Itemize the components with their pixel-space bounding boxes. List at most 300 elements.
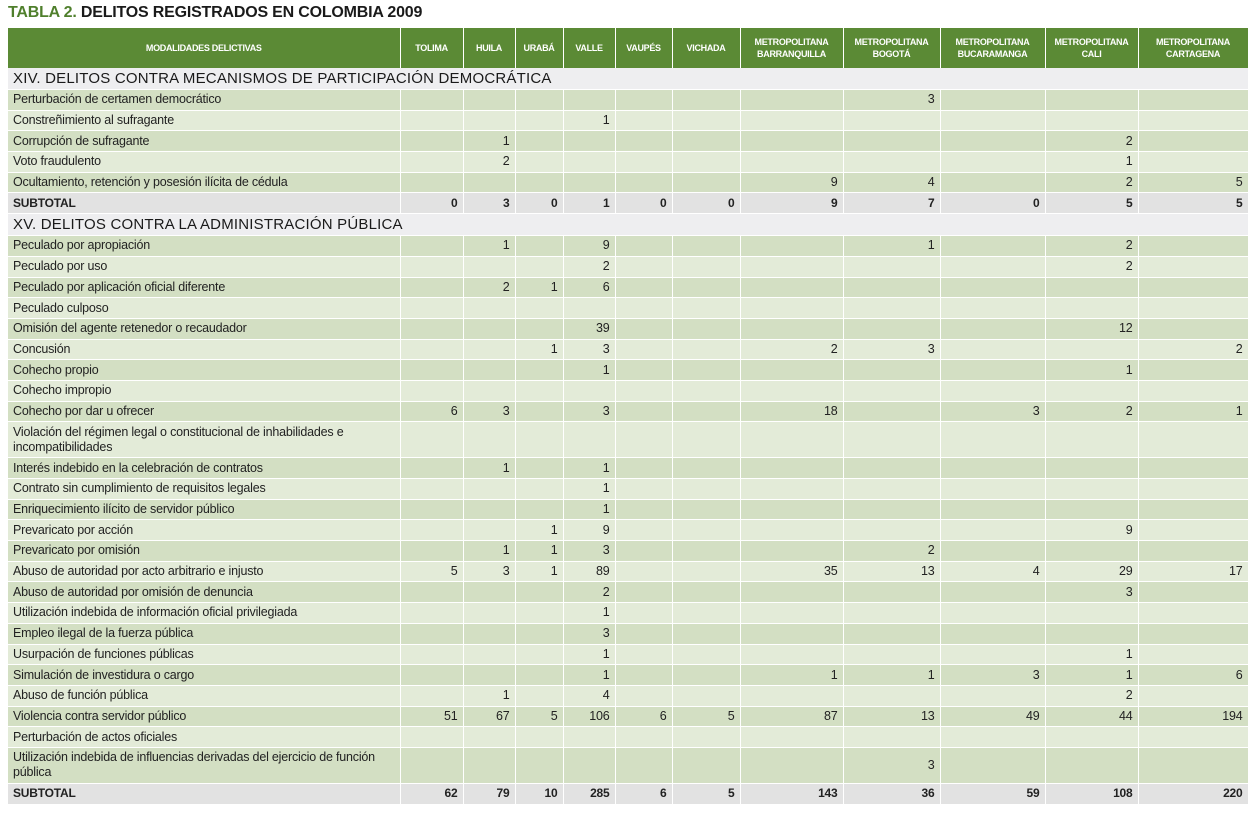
value-cell [843,479,940,500]
table-row [8,644,1248,665]
value-cell [400,152,463,173]
value-cell: 1 [1045,644,1138,665]
column-header: METROPOLITANA CARTAGENA [1138,28,1248,68]
value-cell: 3 [463,401,515,422]
subtotal-cell: 5 [672,783,740,804]
row-label: Peculado por uso [8,256,400,277]
value-cell [515,360,563,381]
table-row [8,360,1248,381]
value-cell [1138,360,1248,381]
value-cell [672,422,740,458]
value-cell: 3 [843,339,940,360]
value-cell [672,236,740,257]
value-cell [672,582,740,603]
value-cell [672,623,740,644]
value-cell [672,318,740,339]
value-cell [463,360,515,381]
table-row [8,298,1248,319]
value-cell: 3 [843,747,940,783]
value-cell [843,422,940,458]
value-cell [463,603,515,624]
row-label: Omisión del agente retenedor o recaudador [8,318,400,339]
table-row [8,131,1248,152]
value-cell [1045,339,1138,360]
value-cell: 44 [1045,706,1138,727]
table-row [8,747,1248,783]
value-cell [843,582,940,603]
value-cell [740,520,843,541]
row-label: Usurpación de funciones públicas [8,644,400,665]
value-cell: 3 [563,401,615,422]
value-cell [940,499,1045,520]
row-label: Corrupción de sufragante [8,131,400,152]
value-cell [515,623,563,644]
value-cell: 9 [1045,520,1138,541]
value-cell [940,685,1045,706]
value-cell: 1 [463,685,515,706]
value-cell: 67 [463,706,515,727]
value-cell [740,623,843,644]
value-cell [400,685,463,706]
value-cell [463,90,515,111]
column-header: VICHADA [672,28,740,68]
value-cell: 5 [1138,172,1248,193]
value-cell [740,422,843,458]
row-label: Utilización indebida de influencias derivadas del ejercicio de función pública [8,747,400,783]
value-cell [940,603,1045,624]
value-cell [940,172,1045,193]
value-cell [672,747,740,783]
value-cell [740,685,843,706]
value-cell [672,131,740,152]
value-cell [615,298,672,319]
value-cell [1138,520,1248,541]
value-cell: 1 [463,131,515,152]
value-cell [400,644,463,665]
value-cell: 3 [563,541,615,562]
table-row [8,90,1248,111]
subtotal-cell: 108 [1045,783,1138,804]
value-cell: 1 [563,360,615,381]
value-cell [672,479,740,500]
value-cell [843,458,940,479]
value-cell: 3 [463,561,515,582]
subtotal-cell: 36 [843,783,940,804]
value-cell: 6 [400,401,463,422]
value-cell [843,110,940,131]
value-cell: 1 [463,458,515,479]
value-cell [615,520,672,541]
value-cell [515,318,563,339]
value-cell: 2 [563,582,615,603]
value-cell [843,644,940,665]
value-cell [400,318,463,339]
value-cell [843,318,940,339]
value-cell [615,685,672,706]
table-row [8,110,1248,131]
value-cell [740,277,843,298]
value-cell [400,499,463,520]
value-cell [463,665,515,686]
value-cell [463,747,515,783]
value-cell [400,479,463,500]
value-cell [1138,277,1248,298]
value-cell [515,401,563,422]
value-cell: 35 [740,561,843,582]
value-cell [940,520,1045,541]
column-header: TOLIMA [400,28,463,68]
table-row [8,152,1248,173]
value-cell [615,90,672,111]
value-cell: 39 [563,318,615,339]
value-cell: 1 [563,603,615,624]
value-cell [563,90,615,111]
row-label: Peculado por aplicación oficial diferente [8,277,400,298]
row-label: Peculado por apropiación [8,236,400,257]
value-cell [1138,131,1248,152]
value-cell [615,152,672,173]
subtotal-cell: 3 [463,193,515,214]
value-cell [400,277,463,298]
value-cell: 2 [1045,131,1138,152]
value-cell [515,172,563,193]
value-cell: 9 [740,172,843,193]
value-cell [672,665,740,686]
table-row [8,458,1248,479]
table-row [8,499,1248,520]
table-row [8,623,1248,644]
value-cell [615,277,672,298]
value-cell [1045,727,1138,748]
value-cell [1138,603,1248,624]
value-cell [672,603,740,624]
value-cell [740,131,843,152]
value-cell: 2 [563,256,615,277]
row-label: Abuso de autoridad por omisión de denuncia [8,582,400,603]
value-cell [940,458,1045,479]
value-cell: 9 [563,236,615,257]
value-cell [615,747,672,783]
value-cell [400,623,463,644]
value-cell [615,499,672,520]
value-cell [615,623,672,644]
value-cell [400,458,463,479]
row-label: Ocultamiento, retención y posesión ilícita de cédula [8,172,400,193]
table-row [8,685,1248,706]
value-cell [615,236,672,257]
value-cell [672,90,740,111]
table-number: TABLA 2. [8,4,77,21]
value-cell [672,298,740,319]
value-cell [940,747,1045,783]
value-cell [940,582,1045,603]
value-cell [740,727,843,748]
table-row [8,582,1248,603]
value-cell: 2 [1045,401,1138,422]
value-cell [400,603,463,624]
row-label: Empleo ilegal de la fuerza pública [8,623,400,644]
value-cell [463,727,515,748]
table-row [8,256,1248,277]
subtotal-cell: 0 [672,193,740,214]
table-row [8,236,1248,257]
value-cell [1045,277,1138,298]
subtotal-cell: 0 [615,193,672,214]
value-cell [615,131,672,152]
value-cell [400,256,463,277]
row-label: Abuso de función pública [8,685,400,706]
row-label: Prevaricato por omisión [8,541,400,562]
value-cell [615,172,672,193]
value-cell: 1 [463,236,515,257]
value-cell [1045,90,1138,111]
value-cell [615,582,672,603]
subtotal-cell: 0 [940,193,1045,214]
crime-table [8,28,1249,805]
value-cell: 2 [463,152,515,173]
table-row [8,665,1248,686]
table-row [8,541,1248,562]
value-cell [940,110,1045,131]
row-label: Perturbación de actos oficiales [8,727,400,748]
value-cell [672,401,740,422]
value-cell [940,479,1045,500]
value-cell [940,90,1045,111]
value-cell: 1 [515,561,563,582]
value-cell [615,479,672,500]
value-cell [843,256,940,277]
value-cell [515,685,563,706]
row-label: Cohecho por dar u ofrecer [8,401,400,422]
subtotal-cell: 143 [740,783,843,804]
value-cell: 1 [563,479,615,500]
value-cell [1138,499,1248,520]
value-cell [463,256,515,277]
table-row [8,706,1248,727]
value-cell [1138,479,1248,500]
table-row [8,520,1248,541]
value-cell [1045,298,1138,319]
value-cell [672,110,740,131]
value-cell [400,236,463,257]
value-cell [400,298,463,319]
value-cell [515,422,563,458]
value-cell [615,318,672,339]
value-cell: 17 [1138,561,1248,582]
value-cell [740,499,843,520]
row-label: Peculado culposo [8,298,400,319]
subtotal-label: SUBTOTAL [8,783,400,804]
value-cell [1138,623,1248,644]
value-cell [672,339,740,360]
value-cell [740,380,843,401]
value-cell: 29 [1045,561,1138,582]
value-cell [615,401,672,422]
value-cell [672,172,740,193]
section-header [8,214,1248,236]
value-cell [515,727,563,748]
value-cell [843,152,940,173]
row-label: Simulación de investidura o cargo [8,665,400,686]
value-cell [940,360,1045,381]
value-cell [400,339,463,360]
value-cell [843,603,940,624]
value-cell [615,603,672,624]
value-cell [940,256,1045,277]
value-cell [615,561,672,582]
value-cell [615,541,672,562]
row-label: Cohecho impropio [8,380,400,401]
value-cell: 1 [515,339,563,360]
value-cell: 2 [740,339,843,360]
value-cell: 1 [563,499,615,520]
value-cell [672,360,740,381]
value-cell [843,380,940,401]
value-cell [672,727,740,748]
value-cell [843,401,940,422]
subtotal-cell: 1 [563,193,615,214]
table-row [8,422,1248,458]
value-cell [672,541,740,562]
subtotal-cell: 59 [940,783,1045,804]
table-row [8,380,1248,401]
value-cell [1138,582,1248,603]
value-cell [400,90,463,111]
value-cell [740,747,843,783]
value-cell: 12 [1045,318,1138,339]
column-header: URABÁ [515,28,563,68]
value-cell: 3 [843,90,940,111]
value-cell [1138,110,1248,131]
row-label: Violación del régimen legal o constitucional de inhabilidades e incompatibilidades [8,422,400,458]
table-row [8,277,1248,298]
value-cell [672,152,740,173]
value-cell [740,479,843,500]
value-cell [515,479,563,500]
value-cell [1138,747,1248,783]
value-cell: 4 [940,561,1045,582]
value-cell [463,318,515,339]
row-label: Violencia contra servidor público [8,706,400,727]
value-cell [740,298,843,319]
value-cell: 2 [1045,172,1138,193]
value-cell [463,520,515,541]
row-label: Concusión [8,339,400,360]
value-cell [563,727,615,748]
value-cell [615,422,672,458]
row-label: Cohecho propio [8,360,400,381]
value-cell: 1 [563,110,615,131]
value-cell: 3 [563,623,615,644]
value-cell [400,360,463,381]
value-cell [843,298,940,319]
value-cell: 87 [740,706,843,727]
value-cell [515,152,563,173]
value-cell: 6 [615,706,672,727]
value-cell [615,644,672,665]
value-cell [463,479,515,500]
value-cell [940,339,1045,360]
row-label: Contrato sin cumplimiento de requisitos legales [8,479,400,500]
section-title: XV. DELITOS CONTRA LA ADMINISTRACIÓN PÚBLICA [8,214,1248,236]
value-cell [1138,90,1248,111]
table-row [8,603,1248,624]
value-cell [740,360,843,381]
row-label: Utilización indebida de información oficial privilegiada [8,603,400,624]
value-cell [463,623,515,644]
value-cell: 1 [1045,665,1138,686]
value-cell [515,131,563,152]
value-cell [740,603,843,624]
value-cell [563,298,615,319]
value-cell [672,561,740,582]
value-cell [740,458,843,479]
value-cell [515,298,563,319]
value-cell: 1 [515,277,563,298]
value-cell: 3 [940,665,1045,686]
value-cell [1045,380,1138,401]
subtotal-cell: 0 [515,193,563,214]
value-cell: 1 [515,520,563,541]
value-cell [1045,541,1138,562]
value-cell [515,747,563,783]
table-row [8,401,1248,422]
value-cell [515,236,563,257]
value-cell [615,339,672,360]
value-cell [740,256,843,277]
value-cell [615,110,672,131]
value-cell [563,422,615,458]
value-cell: 13 [843,561,940,582]
subtotal-cell: 10 [515,783,563,804]
value-cell: 1 [563,644,615,665]
value-cell [843,499,940,520]
value-cell [843,520,940,541]
value-cell [940,318,1045,339]
value-cell: 3 [940,401,1045,422]
row-label: Enriquecimiento ilícito de servidor público [8,499,400,520]
value-cell [940,644,1045,665]
value-cell [1138,644,1248,665]
row-label: Perturbación de certamen democrático [8,90,400,111]
value-cell [1138,458,1248,479]
value-cell [400,665,463,686]
value-cell: 2 [1045,685,1138,706]
value-cell [940,380,1045,401]
value-cell [740,110,843,131]
value-cell [400,172,463,193]
value-cell: 1 [1045,360,1138,381]
value-cell [615,665,672,686]
row-label: Interés indebido en la celebración de contratos [8,458,400,479]
value-cell: 51 [400,706,463,727]
value-cell: 9 [563,520,615,541]
row-label: Constreñimiento al sufragante [8,110,400,131]
value-cell: 1 [463,541,515,562]
table-row [8,727,1248,748]
value-cell: 1 [1138,401,1248,422]
value-cell: 5 [515,706,563,727]
value-cell: 5 [672,706,740,727]
table-row [8,479,1248,500]
subtotal-cell: 6 [615,783,672,804]
value-cell: 6 [1138,665,1248,686]
value-cell: 1 [1045,152,1138,173]
subtotal-cell: 9 [740,193,843,214]
table-title [8,4,422,22]
value-cell [400,380,463,401]
value-cell: 1 [843,236,940,257]
